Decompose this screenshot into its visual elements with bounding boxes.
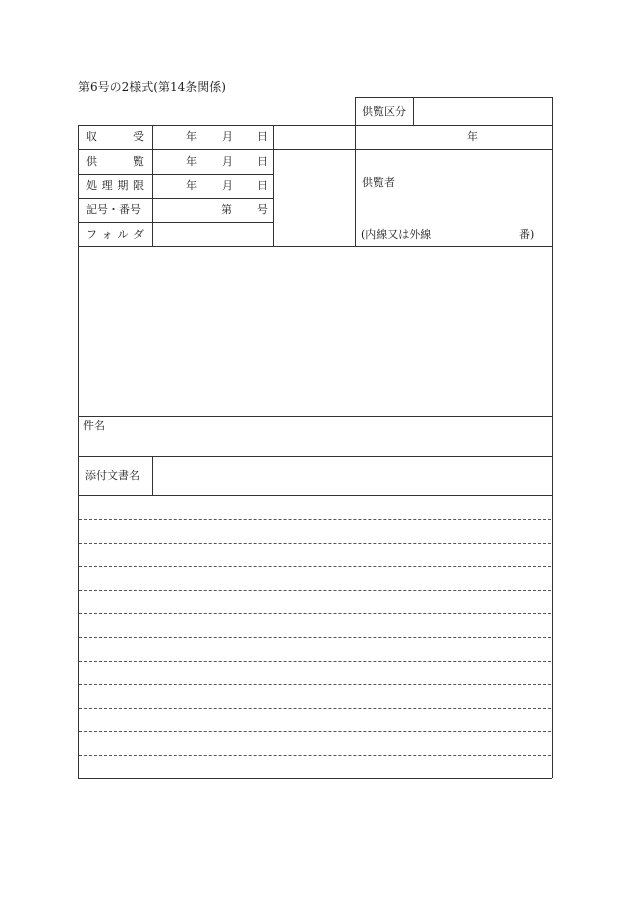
form-title: 第6号の2様式(第14条関係) [78,80,226,94]
row-kigo-bango-label: 記号・番号 [86,203,141,216]
shuju-date-field[interactable]: 年 月 日 [186,130,268,143]
year-cell-label: 年 [467,130,478,143]
ruled-line[interactable] [80,592,550,612]
ruled-line[interactable] [80,615,550,636]
ruled-line[interactable] [80,521,550,542]
folder-field[interactable] [154,224,272,245]
shori-kigen-date-field[interactable]: 年 月 日 [186,179,268,192]
ruled-line[interactable] [80,663,550,683]
kyoran-kubun-field[interactable] [415,99,550,123]
tenpu-label: 添付文書名 [85,469,140,482]
row-kyoran-label: 供 覧 [86,155,144,168]
ruled-line[interactable] [80,497,550,518]
kenmei-label: 件名 [83,419,105,432]
ruled-line[interactable] [80,733,550,754]
kyoransha-extension-open: (内線又は外線 [361,228,432,241]
ruled-line[interactable] [80,639,550,660]
row-folder-label: フ ォ ル ダ [86,228,144,241]
kyoransha-field[interactable] [357,192,550,224]
row-shori-kigen-label: 処 理 期 限 [86,179,144,192]
tenpu-field[interactable] [154,458,550,494]
kigo-bango-field[interactable]: 第 号 [221,203,268,216]
kyoransha-label: 供覧者 [362,176,395,189]
ruled-line[interactable] [80,545,550,565]
kyoran-kubun-label: 供覧区分 [362,105,406,118]
kyoran-date-field[interactable]: 年 月 日 [186,155,268,168]
ruled-line[interactable] [80,757,550,777]
ruled-line[interactable] [80,686,550,707]
row-shuju-label: 収 受 [86,130,144,143]
shuju-extra-field[interactable] [275,127,353,148]
ruled-line[interactable] [80,710,550,730]
kyoransha-extension-close: 番) [519,228,535,241]
body-text-area[interactable] [80,248,550,414]
kenmei-field[interactable] [110,418,550,454]
ruled-line[interactable] [80,568,550,589]
kyoran-extra-field[interactable] [275,151,353,245]
